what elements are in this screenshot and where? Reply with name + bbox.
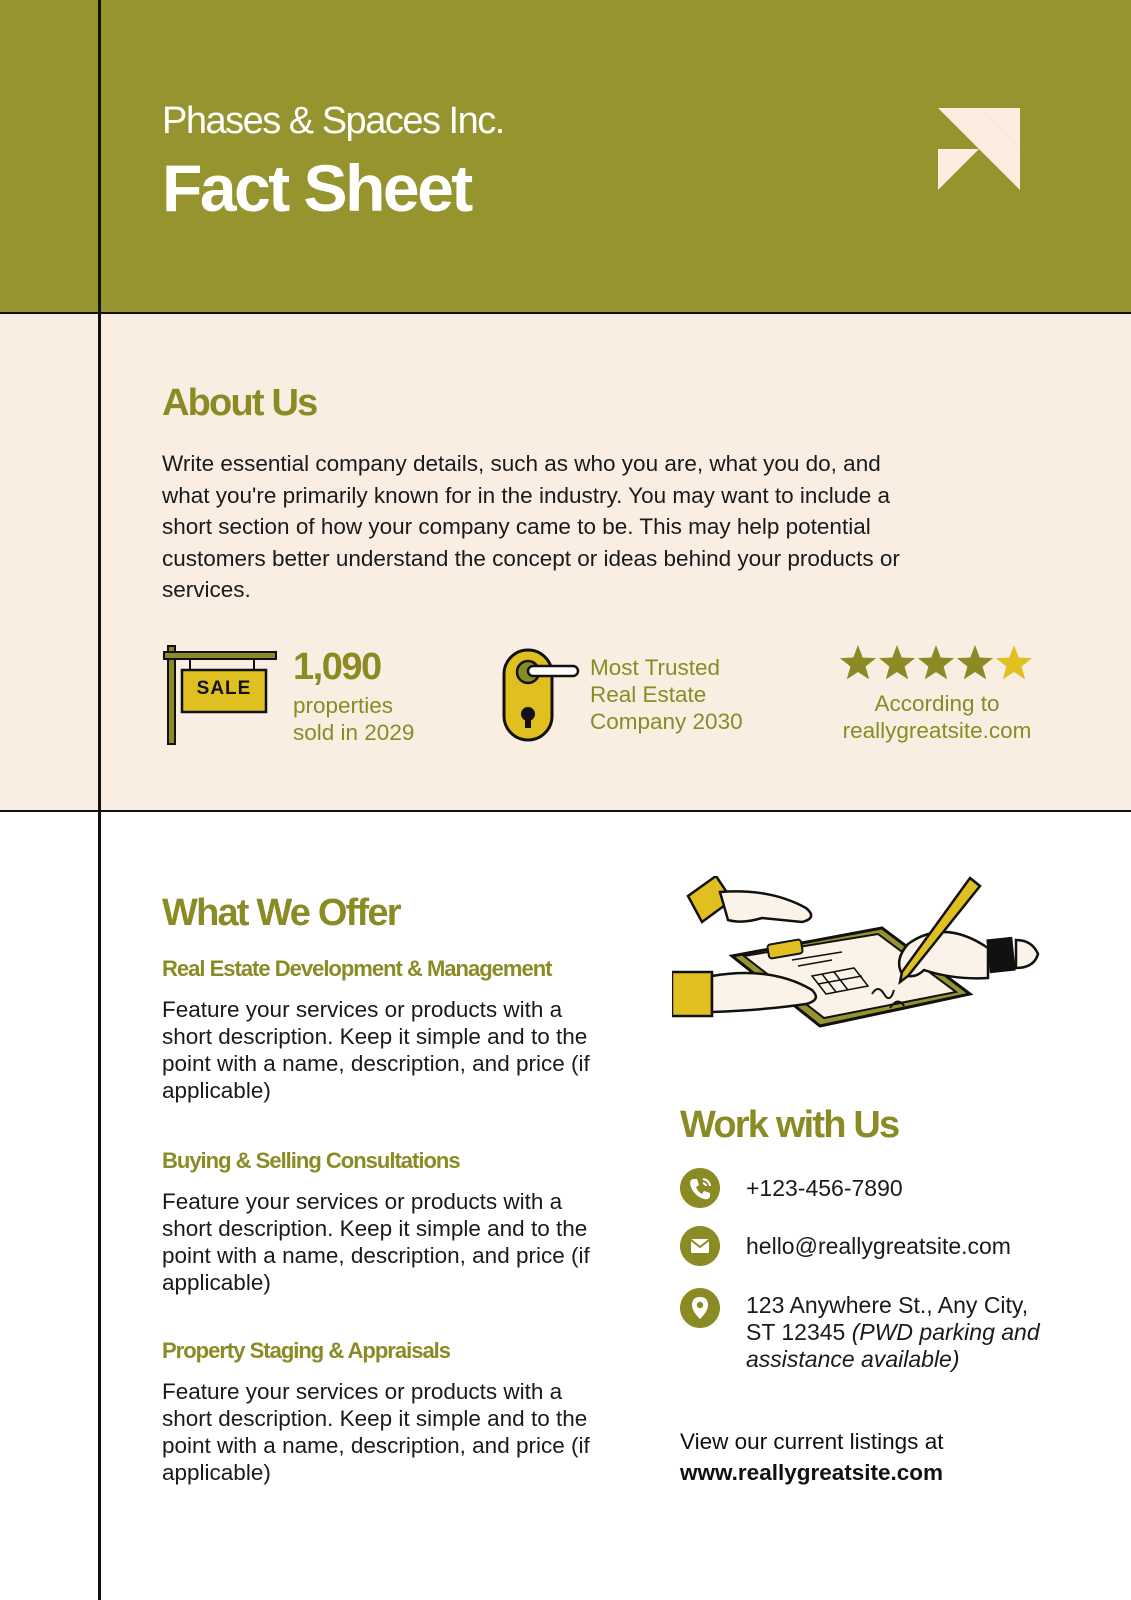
listings-cta [680,1426,943,1488]
stat-rating [800,690,1074,744]
star-icon [840,645,876,679]
stat-line: According to [874,691,1000,716]
offer-heading: What We Offer [162,892,400,934]
work-heading: Work with Us [680,1104,899,1146]
phone-icon [680,1168,720,1208]
email-icon [680,1226,720,1266]
star-icon [879,645,915,679]
offer-item-desc: Feature your services or products with a short description. Keep it simple and to the point with a name, description, and price (if applicable) [162,997,590,1103]
phone-number[interactable]: +123-456-7890 [746,1175,903,1201]
stat-most-trusted [590,654,743,735]
stat-value: 1,090 [293,646,381,688]
stat-properties-sold [293,648,414,746]
star-icon [957,645,993,679]
company-name: Phases & Spaces Inc. [162,100,504,142]
margin-rule [98,0,101,1600]
address-line [746,1319,1040,1346]
stat-line: Most Trusted [590,655,721,680]
sale-sign-text: SALE [196,678,252,699]
stat-line: Real Estate [590,682,707,707]
address-zip: ST 12345 [746,1319,846,1345]
triangles-logo-icon [938,108,1020,190]
door-lock-icon [502,648,582,744]
address-note: assistance available) [746,1346,960,1372]
signing-contract-illustration [672,876,1056,1056]
stat-line: sold in 2029 [293,720,415,745]
document-title: Fact Sheet [162,151,471,225]
about-heading: About Us [162,382,317,424]
five-stars-icon [838,644,1038,684]
star-icon [918,645,954,679]
stat-line: reallygreatsite.com [842,718,1032,743]
star-icon [996,645,1032,679]
about-body: Write essential company details, such as who you are, what you do, and what you're primarily known for in the industry. You may want to include a short section of how your company came to be. This may help potential customers better understand the concept or ideas behind your products or services. [162,451,900,602]
listings-link[interactable]: www.reallygreatsite.com [680,1460,944,1485]
offer-item-desc: Feature your services or products with a short description. Keep it simple and to the point with a name, description, and price (if applicable) [162,1189,590,1295]
offer-item-title: Real Estate Development & Management [162,956,552,981]
offer-item-title: Buying & Selling Consultations [162,1148,460,1173]
address-line: 123 Anywhere St., Any City, [746,1292,1029,1318]
stat-line: Company 2030 [590,709,743,734]
offer-item-desc: Feature your services or products with a short description. Keep it simple and to the point with a name, description, and price (if applicable) [162,1379,590,1485]
address [746,1292,1040,1373]
email-address[interactable]: hello@reallygreatsite.com [746,1233,1011,1259]
address-note: (PWD parking and [851,1319,1040,1345]
location-pin-icon [680,1288,720,1328]
listings-text: View our current listings at [680,1429,944,1454]
offer-item-title: Property Staging & Appraisals [162,1338,451,1363]
stat-line: properties [293,693,394,718]
